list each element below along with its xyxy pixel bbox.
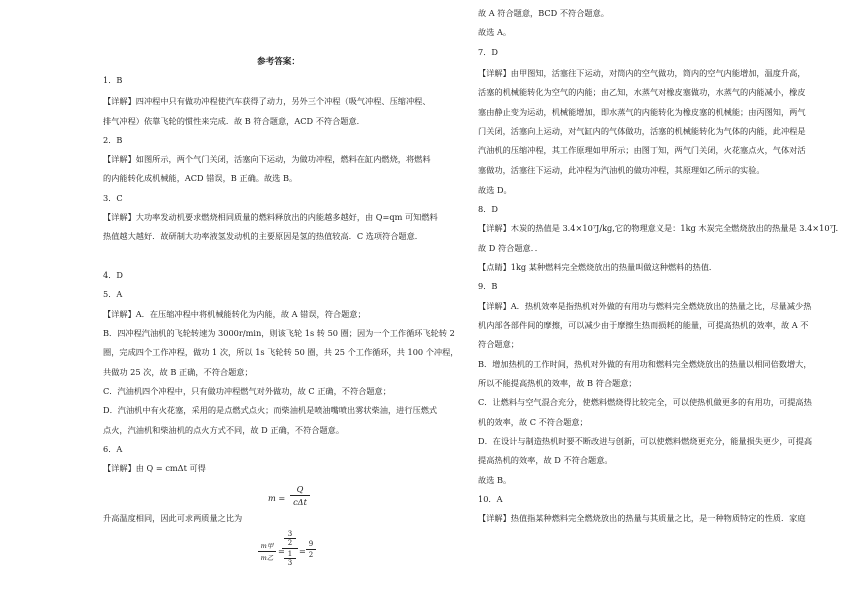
text-line: 4．D	[103, 270, 123, 280]
formula-mass	[268, 484, 328, 512]
text-line: 【详解】A．在压缩冲程中将机械能转化为内能，故 A 错误，符合题意；	[103, 309, 366, 319]
text-line: 升高温度相同，因此可求两质量之比为	[103, 513, 243, 523]
text-line: 3．C	[103, 193, 123, 203]
text-line: 6．A	[103, 444, 123, 454]
formula-lhs: m =	[268, 493, 286, 503]
digit: 2	[287, 539, 293, 547]
text-line: 【点睛】1kg 某种燃料完全燃烧放出的热量叫做这种燃料的热值．	[478, 262, 718, 272]
text-line: 故 A 符合题意，BCD 不符合题意。	[478, 8, 609, 18]
text-line: 点火，汽油机和柴油机的点火方式不同，故 D 正确，不符合题意。	[103, 425, 345, 435]
text-line: 故选 B。	[478, 475, 512, 485]
text-line: 【详解】由甲图知，活塞往下运动，对筒内的空气做功，筒内的空气内能增加，温度升高，	[478, 68, 806, 78]
text-line: 机的效率，故 C 不符合题意；	[478, 417, 588, 427]
equals-sign: =	[278, 546, 285, 556]
ratio-numerator: m甲	[260, 542, 274, 550]
formula-numerator: Q	[296, 484, 304, 494]
text-line: 提高热机的效率，故 D 不符合题意。	[478, 455, 613, 465]
text-line: 所以不能提高热机的效率，故 B 符合题意；	[478, 378, 637, 388]
text-line: 8．D	[478, 204, 498, 214]
text-line: 【详解】四冲程中只有做功冲程使汽车获得了动力，另外三个冲程（吸气冲程、压缩冲程、	[103, 96, 431, 106]
text-line: B．增加热机的工作时间，热机对外做的有用功和燃料完全燃烧放出的热量以相同倍数增大，	[478, 359, 812, 369]
text-line: 2．B	[103, 135, 123, 145]
text-line: 活塞的机械能转化为空气的内能；由乙知，水蒸气对橡皮塞做功，水蒸气的内能减小，橡皮	[478, 87, 806, 97]
digit: 3	[287, 559, 293, 567]
text-line: C．让燃料与空气混合充分，使燃料燃烧得比较完全，可以使热机做更多的有用功，可提高热	[478, 397, 812, 407]
text-line: 【详解】大功率发动机要求燃烧相同质量的燃料释放出的内能越多越好，由 Q=qm 可知燃料	[103, 212, 438, 222]
text-line: 【详解】热值指某种燃料完全燃烧放出的热量与其质量之比，是一种物质特定的性质．家庭	[478, 513, 806, 523]
text-line: 汽油机的压缩冲程，其工作原理如甲所示；由图丁知，两气门关闭，火花塞点火，气体对活	[478, 145, 806, 155]
text-line: 共做功 25 次，故 B 正确，不符合题意；	[103, 367, 253, 377]
text-line: 5．A	[103, 289, 123, 299]
text-line: 门关闭，活塞向上运动，对气缸内的气体做功，活塞的机械能转化为气体的内能，此冲程是	[478, 126, 806, 136]
text-line: 圈，完成四个工作冲程，做功 1 次，所以 1s 飞轮转 50 圈，共 25 个工作循环，共 100 个冲程，	[103, 347, 459, 357]
text-line: 7．D	[478, 47, 498, 57]
answer-title: 参考答案：	[257, 57, 300, 67]
text-line: D．汽油机中有火花塞，采用的是点燃式点火；而柴油机是喷油嘴喷出雾状柴油，进行压燃式	[103, 405, 438, 415]
text-line: 9．B	[478, 281, 498, 291]
text-line: 10．A	[478, 494, 503, 504]
digit: 1	[287, 550, 293, 558]
text-line: 的内能转化成机械能，ACD 错误，B 正确。故选 B。	[103, 173, 298, 183]
equals-sign: =	[299, 546, 306, 556]
text-line: 排气冲程）依靠飞轮的惯性来完成．故 B 符合题意，ACD 不符合题意．	[103, 116, 365, 126]
text-line: 【详解】由 Q = cmΔt 可得	[103, 463, 206, 473]
text-line: D．在设计与制造热机时要不断改进与创新，可以使燃料燃烧更充分，能量损失更少，可提高	[478, 436, 813, 446]
text-line: 【详解】木炭的热值是 3.4×10⁷J/kg,它的物理意义是：1kg 木炭完全燃烧放出的热量是 3.4×10⁷J.	[478, 223, 839, 233]
text-line: B．四冲程汽油机的飞轮转速为 3000r/min，则该飞轮 1s 转 50 圈；因为一个工作循环飞轮转 2	[103, 328, 455, 338]
digit: 3	[287, 530, 293, 538]
digit: 9	[308, 540, 314, 548]
text-line: 故 D 符合题意．．	[478, 243, 543, 253]
text-line: C．汽油机四个冲程中，只有做功冲程燃气对外做功，故 C 正确，不符合题意；	[103, 386, 391, 396]
text-line: 塞由静止变为运动，机械能增加，即水蒸气的内能转化为橡皮塞的机械能；由丙图知，两气	[478, 107, 806, 117]
text-line: 机内部各部件间的摩擦，可以减少由于摩擦生热而损耗的能量，可提高热机的效率，故 A 不	[478, 320, 809, 330]
formula-denominator: cΔt	[293, 497, 307, 507]
text-line: 故选 A。	[478, 27, 512, 37]
text-line: 热值越大越好．故研制大功率液氢发动机的主要原因是氢的热值较高．C 选项符合题意．	[103, 231, 423, 241]
text-line: 塞做功，活塞往下运动，此冲程为汽油机的做功冲程，其原理如乙所示的实验。	[478, 165, 765, 175]
ratio-denominator: m乙	[260, 554, 274, 562]
formula-ratio	[258, 530, 378, 576]
text-line: 【详解】如图所示，两个气门关闭，活塞向下运动，为做功冲程，燃料在缸内燃烧，将燃料	[103, 154, 431, 164]
text-line: 符合题意；	[478, 339, 519, 349]
text-line: 故选 D。	[478, 185, 512, 195]
text-line: 1．B	[103, 75, 123, 85]
digit: 2	[308, 551, 314, 559]
text-line: 【详解】A．热机效率是指热机对外做的有用功与燃料完全燃烧放出的热量之比，尽量减少热	[478, 301, 812, 311]
